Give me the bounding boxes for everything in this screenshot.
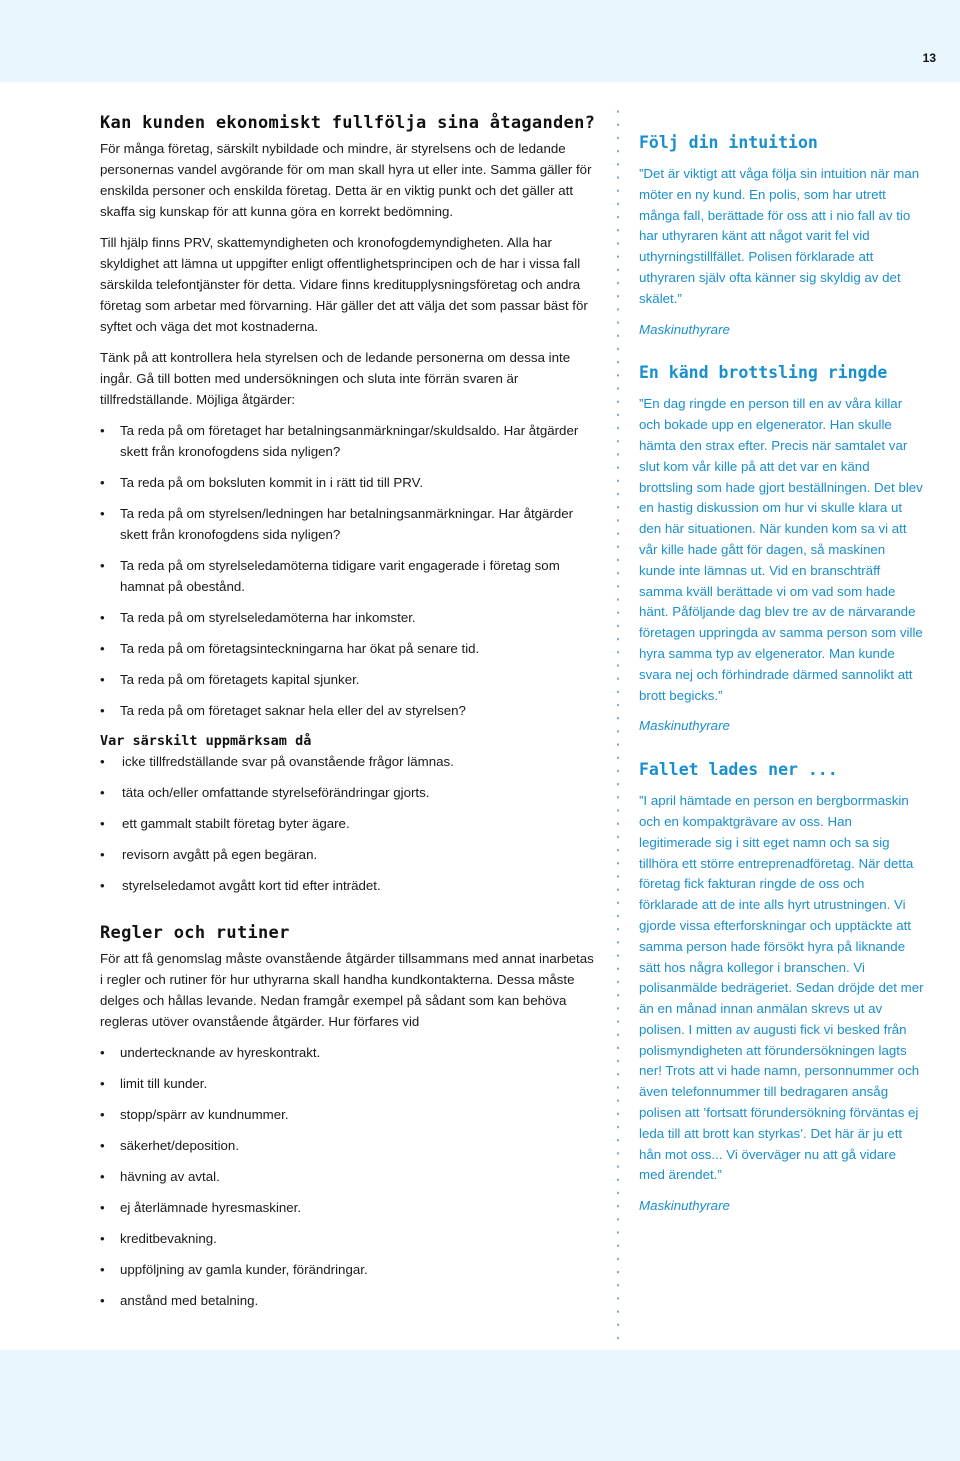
story-source: Maskinuthyrare [639, 321, 730, 337]
heading-financial: Kan kunden ekonomiskt fullfölja sina åtaganden? [100, 113, 596, 133]
list-item: • stopp/spärr av kundnummer. [100, 1104, 600, 1125]
list-item: • säkerhet/deposition. [100, 1135, 600, 1156]
list-item: • Ta reda på om styrelseledamöterna har inkomster. [100, 607, 600, 628]
story-title: Fallet lades ner ... [639, 760, 838, 780]
story-title: Följ din intuition [639, 133, 818, 152]
list-item: • ej återlämnade hyresmaskiner. [100, 1197, 600, 1218]
list-item: • icke tillfredställande svar på ovanstående frågor lämnas. [100, 751, 600, 772]
list-item: • undertecknande av hyreskontrakt. [100, 1042, 600, 1063]
warnings-list [100, 751, 600, 896]
rules-list [100, 1042, 600, 1311]
story-source: Maskinuthyrare [639, 718, 730, 734]
subheading-attention: Var särskilt uppmärksam då [100, 733, 312, 749]
list-item: • revisorn avgått på egen begäran. [100, 844, 600, 865]
story-quote: ”I april hämtade en person en bergborrmaskin och en kompaktgrävare av oss. Han legitimerade sig i sitt eget namn och sa sig tillhöra ett större entreprenadföretag. När detta företag fick fakturan ringde de oss och förklarade att de inte alls hyrt utrustningen. Vi gjorde vissa efterforskningar och upptäckte att samma person hade försökt hyra på liknande sätt hos några kollegor i branschen. Vi polisanmälde bedrägeriet. Sedan dröjde det mer än en månad innan anmälan skrevs ut av polisen. I mitten av augusti fick vi besked från polismyndigheten att förundersökningen lagts ner! Trots att vi hade namn, personnummer och även telefonnummer till bedragaren ansåg polisen att ’fortsatt förundersökning förväntas ej leda till att brott kan styrkas’. Det här är ju ett hån mot oss... Vi överväger nu att gå vidare med ärendet.” [639, 793, 924, 1183]
list-item: • anstånd med betalning. [100, 1290, 600, 1311]
dotted-divider [614, 105, 622, 1350]
story-source: Maskinuthyrare [639, 1198, 730, 1214]
actions-list [100, 420, 600, 721]
story-quote: ”Det är viktigt att våga följa sin intuition när man möter en ny kund. En polis, som har utrett många fall, berättade för oss att i nio fall av tio har uthyraren känt att något varit fel vid uthyrningstillfället. Polisen förklarade att uthyraren själv ofta känner sig skyldig av det skälet.” [639, 166, 920, 306]
story-criminal [639, 362, 924, 737]
paragraph-sources: Till hjälp finns PRV, skattemyndigheten och kronofogdemyndigheten. Alla har skyldighet att lämna ut uppgifter enligt offentlighetsprincipen och de har i vissa fall särskilda telefontjänster för detta. Vidare finns kreditupplysningsföretag och andra företag som arbetar med förvarning. Här gäller det att välja det som passar bäst för syftet och väga det mot kostnaderna. [100, 235, 588, 334]
top-band [0, 0, 960, 78]
list-item: • Ta reda på om företaget saknar hela eller del av styrelsen? [100, 700, 600, 721]
heading-rules: Regler och rutiner [100, 923, 290, 943]
list-item: • hävning av avtal. [100, 1166, 600, 1187]
list-item: • kreditbevakning. [100, 1228, 600, 1249]
page-number: 13 [922, 51, 936, 65]
list-item: • Ta reda på om styrelseledamöterna tidigare varit engagerade i företag som hamnat på obestånd. [100, 555, 600, 597]
list-item: • styrelseledamot avgått kort tid efter inträdet. [100, 875, 600, 896]
list-item: • täta och/eller omfattande styrelseförändringar gjorts. [100, 782, 600, 803]
main-column [100, 112, 600, 1321]
paragraph-check: Tänk på att kontrollera hela styrelsen och de ledande personerna om dessa inte ingår. Gå till botten med undersökningen och sluta inte förrän svaren är tillfredställande. Möjliga åtgärder: [100, 350, 571, 407]
list-item: • limit till kunder. [100, 1073, 600, 1094]
list-item: • ett gammalt stabilt företag byter ägare. [100, 813, 600, 834]
list-item: • Ta reda på om företaget har betalningsanmärkningar/skuldsaldo. Har åtgärder skett från kronofogdens sida nyligen? [100, 420, 600, 462]
story-intuition [639, 132, 924, 340]
list-item: • Ta reda på om boksluten kommit in i rätt tid till PRV. [100, 472, 600, 493]
story-quote: ”En dag ringde en person till en av våra killar och bokade upp en elgenerator. Han skulle hämta den strax efter. Precis när samtalet var slut kom vår kille på att det var en känd brottsling som hade gjort beställningen. Det blev en hastig diskussion om hur vi skulle klara ut den här situationen. När kunden kom sa vi att vår kille hade gått för dagen, så maskinen kunde inte lämnas ut. Vid en branschträff samma kväll berättade vi om vad som hade hänt. Påföljande dag blev tre av de närvarande företagen uppringda av samma person som ville hyra samma typ av elgenerator. Man kunde svara nej och förhindrade därmed sannolikt att brott begicks.” [639, 396, 923, 703]
page-content [0, 82, 960, 1350]
list-item: • Ta reda på om styrelsen/ledningen har betalningsanmärkningar. Har åtgärder skett från kronofogdens sida nyligen? [100, 503, 600, 545]
sidebar-stories [639, 132, 924, 1239]
list-item: • Ta reda på om företagets kapital sjunker. [100, 669, 600, 690]
list-item: • uppföljning av gamla kunder, förändringar. [100, 1259, 600, 1280]
paragraph-rules: För att få genomslag måste ovanstående åtgärder tillsammans med annat inarbetas i regler och rutiner för hur uthyrarna skall handha kundkontakterna. Dessa måste delges och hållas levande. Nedan framgår exempel på sådant som kan behöva regleras utöver ovanstående åtgärder. Hur förfares vid [100, 951, 594, 1029]
list-item: • Ta reda på om företagsinteckningarna har ökat på senare tid. [100, 638, 600, 659]
paragraph-intro: För många företag, särskilt nybildade och mindre, är styrelsens och de ledande personernas vandel avgörande för om man skall hyra ut eller inte. Samma gäller för enskilda personer och enskilda företag. Detta är en viktig punkt och det gäller att skaffa sig kunskap för att kunna göra en korrekt bedömning. [100, 141, 592, 219]
story-title: En känd brottsling ringde [639, 363, 888, 383]
story-case-closed [639, 759, 924, 1217]
